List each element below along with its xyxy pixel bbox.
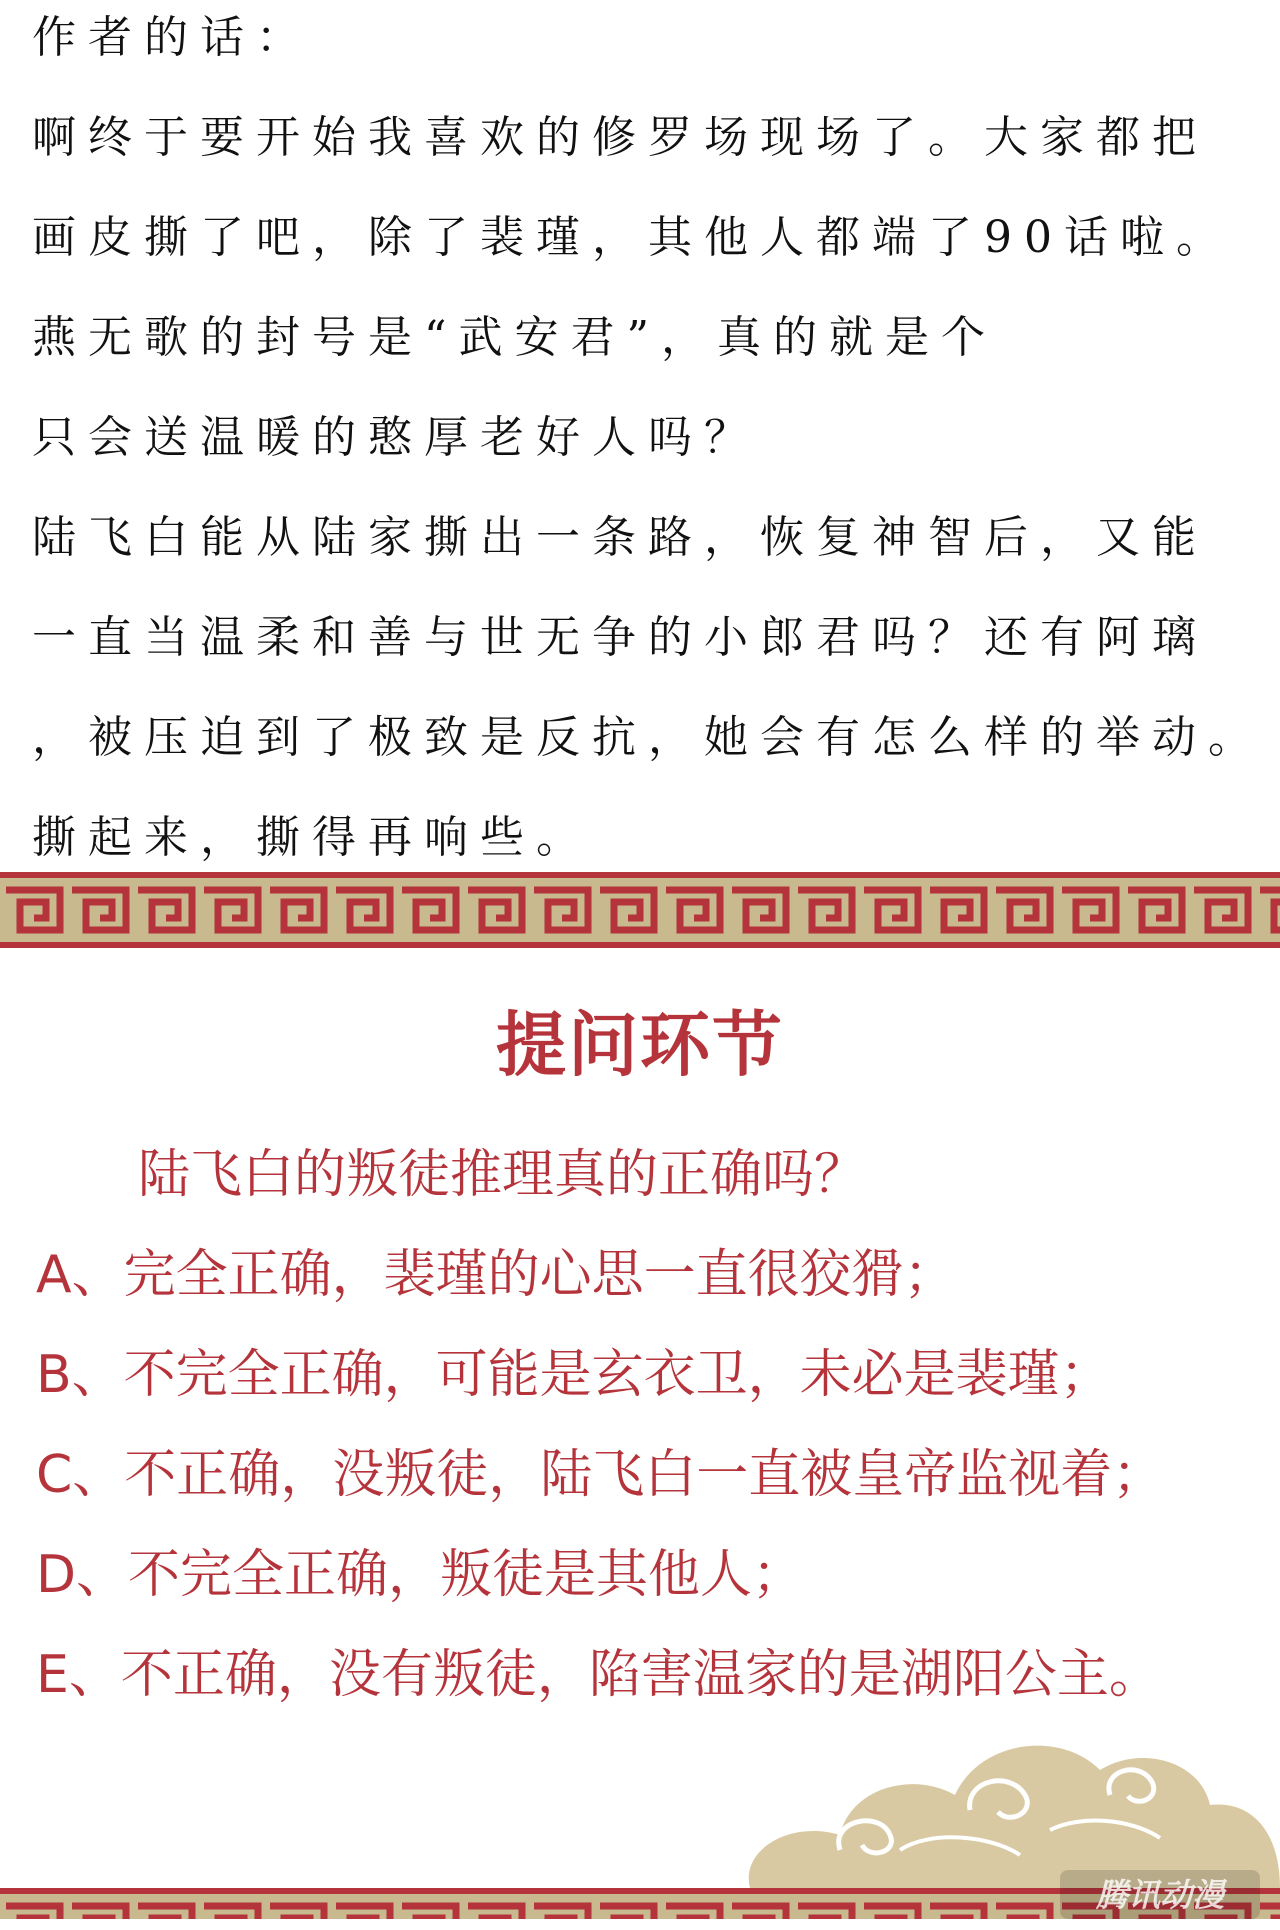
author-note-line: 啊终于要开始我喜欢的修罗场现场了。大家都把 bbox=[32, 112, 1208, 163]
author-note-line: 一直当温柔和善与世无争的小郎君吗？还有阿璃 bbox=[32, 612, 1208, 663]
qa-option-d: D、不完全正确，叛徒是其他人； bbox=[36, 1545, 805, 1605]
author-note-line: 画皮撕了吧，除了裴瑾，其他人都端了90话啦。 bbox=[32, 212, 1232, 263]
qa-option-b: B、不完全正确，可能是玄衣卫，未必是裴瑾； bbox=[36, 1345, 1112, 1405]
author-note-line: 只会送温暖的憨厚老好人吗？ bbox=[32, 412, 760, 463]
greek-key-border-top bbox=[0, 872, 1280, 948]
author-note-line: ，被压迫到了极致是反抗，她会有怎么样的举动。 bbox=[32, 712, 1264, 763]
greek-key-border-icon bbox=[0, 872, 1280, 948]
author-note-line: 燕无歌的封号是“武安君”，真的就是个 bbox=[32, 312, 997, 363]
auspicious-cloud-icon bbox=[730, 1700, 1280, 1888]
qa-option-e: E、不正确，没有叛徒，陷害温家的是湖阳公主。 bbox=[36, 1645, 1161, 1705]
watermark-logo bbox=[1060, 1870, 1260, 1926]
author-note bbox=[0, 0, 1280, 870]
author-note-heading: 作者的话： bbox=[32, 12, 312, 63]
author-note-line: 撕起来，撕得再响些。 bbox=[32, 812, 592, 863]
qa-option-a: A、完全正确，裴瑾的心思一直很狡猾； bbox=[36, 1245, 956, 1305]
qa-option-c: C、不正确，没叛徒，陆飞白一直被皇帝监视着； bbox=[36, 1445, 1165, 1505]
watermark-text: 腾讯动漫 bbox=[1095, 1876, 1225, 1914]
qa-question: 陆飞白的叛徒推理真的正确吗？ bbox=[138, 1145, 867, 1205]
author-note-line: 陆飞白能从陆家撕出一条路，恢复神智后，又能 bbox=[32, 512, 1208, 563]
qa-title: 提问环节 bbox=[496, 1004, 784, 1086]
